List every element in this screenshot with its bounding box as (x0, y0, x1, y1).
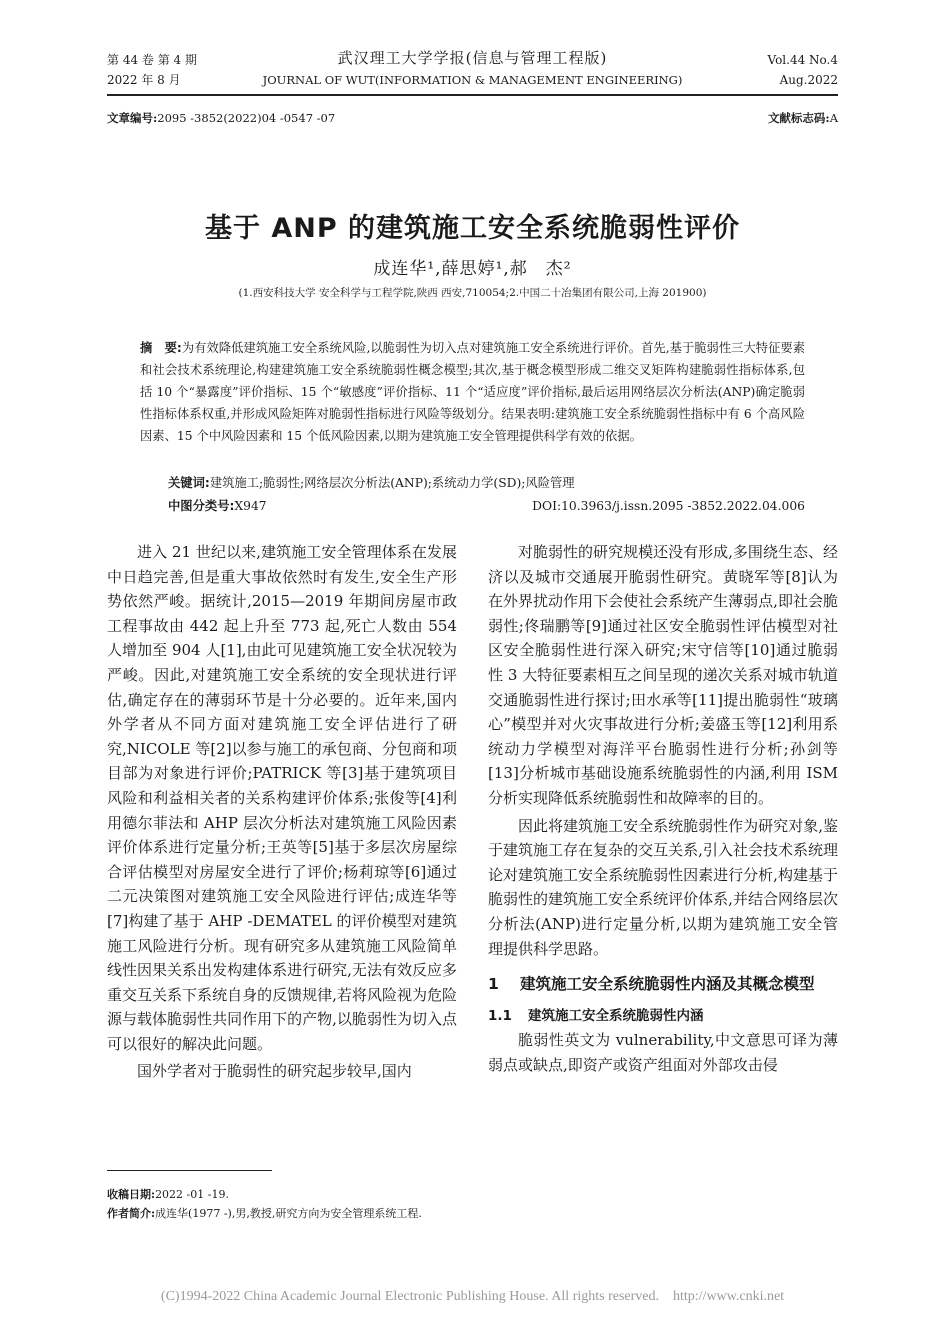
affiliations: (1.西安科技大学 安全科学与工程学院,陕西 西安,710054;2.中国二十冶集团有限公司,上海 201900) (238, 287, 707, 299)
paragraph: 国外学者对于脆弱性的研究起步较早,国内 (137, 1062, 412, 1081)
paper-title: 基于 ANP 的建筑施工安全系统脆弱性评价 (204, 213, 741, 244)
section-heading-1 (488, 971, 838, 998)
volume-issue-cn: 第 44 卷 第 4 期 (107, 53, 197, 67)
section-title: 建筑施工安全系统脆弱性内涵及其概念模型 (520, 975, 815, 994)
received-date (107, 1185, 229, 1205)
journal-title-cn: 武汉理工大学学报(信息与管理工程版) (337, 49, 608, 67)
author-list: 成连华¹,薛思婷¹,郝 杰² (373, 259, 572, 279)
date-cn: 2022 年 8 月 (107, 73, 181, 87)
author-bio-label: 作者简介: (107, 1207, 156, 1220)
paragraph: 因此将建筑施工安全系统脆弱性作为研究对象,鉴于建筑施工存在复杂的交互关系,引入社会技术系统理论对建筑施工安全系统脆弱性因素进行分析,构建基于脆弱性的建筑施工安全系统评价体系,并结合网络层次分析法(ANP)进行定量分析,以期为建筑施工安全管理提供科学思路。 (488, 816, 838, 958)
classification-label: 中图分类号: (168, 499, 235, 513)
classification-code: X947 (234, 499, 267, 513)
article-number-label: 文章编号: (107, 111, 158, 125)
author-bio-text: 成连华(1977 -),男,教授,研究方向为安全管理系统工程. (155, 1207, 422, 1220)
subsection-number: 1.1 (488, 1008, 512, 1025)
paragraph: 脆弱性英文为 vulnerability,中文意思可译为薄弱点或缺点,即资产或资产组面对外部攻击侵 (488, 1031, 838, 1074)
abstract-text: 为有效降低建筑施工安全系统风险,以脆弱性为切入点对建筑施工安全系统进行评价。首先,基于脆弱性三大特征要素和社会技术系统理论,构建建筑施工安全系统脆弱性概念模型;其次,基于概念模型形成二维交叉矩阵构建脆弱性指标体系,包括 10 个“暴露度”评价指标、15 个“敏感度”评价指标、11 个“适应度”评价指标,最后运用网络层次分析法(ANP)确定脆弱性指标体系权重,并形成风险矩阵对脆弱性指标进行风险等级划分。结果表明:建筑施工安全系统脆弱性指标中有 6 个高风险因素、15 个中风险因素和 15 个低风险因素,以期为建筑施工安全管理提供科学有效的依据。 (140, 341, 805, 443)
body-column-left (107, 540, 457, 1084)
keywords-label: 关键词: (168, 476, 210, 490)
received-label: 收稿日期: (107, 1188, 156, 1201)
copyright-notice: (C)1994-2022 China Academic Journal Electronic Publishing House. All rights reserved. http://www.cnki.net (160, 1289, 785, 1304)
footnote-rule (107, 1170, 272, 1171)
body-column-right (488, 540, 838, 1077)
doi: DOI:10.3963/j.issn.2095 -3852.2022.04.006 (532, 499, 805, 513)
received-value: 2022 -01 -19. (155, 1188, 229, 1201)
document-code-label: 文献标志码: (767, 111, 830, 125)
document-code-value: A (829, 111, 838, 125)
journal-title-en: JOURNAL OF WUT(INFORMATION & MANAGEMENT ENGINEERING) (262, 73, 683, 87)
paragraph: 对脆弱性的研究规模还没有形成,多围绕生态、经济以及城市交通展开脆弱性研究。黄晓军等[8]认为在外界扰动作用下会使社会系统产生薄弱点,即社会脆弱性;佟瑞鹏等[9]通过社区安全脆弱性评估模型对社区安全脆弱性进行深入研究;宋守信等[10]通过脆弱性 3 大特征要素相互之间呈现的递次关系对城市轨道交通脆弱性进行探讨;田水承等[11]提出脆弱性“玻璃心”模型并对火灾事故进行分析;姜盛玉等[12]利用系统动力学模型对海洋平台脆弱性进行分析;孙剑等[13]分析城市基础设施系统脆弱性的内涵,利用 ISM 分析实现降低系统脆弱性和故障率的目的。 (488, 543, 838, 807)
section-number: 1 (488, 975, 499, 994)
document-code (768, 110, 838, 126)
author-bio (107, 1204, 422, 1224)
article-number-value: 2095 -3852(2022)04 -0547 -07 (157, 111, 336, 125)
abstract (140, 337, 805, 447)
date-en: Aug.2022 (779, 73, 838, 87)
classification-line (168, 496, 805, 516)
keywords-text: 建筑施工;脆弱性;网络层次分析法(ANP);系统动力学(SD);风险管理 (209, 476, 575, 490)
keywords (168, 473, 805, 493)
section-heading-1-1 (488, 1004, 838, 1028)
header-rule (107, 94, 838, 96)
article-number (107, 110, 335, 126)
volume-issue-en: Vol.44 No.4 (767, 53, 838, 67)
paragraph: 进入 21 世纪以来,建筑施工安全管理体系在发展中日趋完善,但是重大事故依然时有发生,安全生产形势依然严峻。据统计,2015—2019 年期间房屋市政工程事故由 442 起上升至 773 起,死亡人数由 554 人增加至 904 人[1],由此可见建筑施工安全状况较为严峻。因此,对建筑施工安全系统的安全现状进行评估,确定存在的薄弱环节是十分必要的。近年来,国内外学者从不同方面对建筑施工安全评估进行了研究,NICOLE 等[2]以参与施工的承包商、分包商和项目部为对象进行评价;PATRICK 等[3]基于建筑项目风险和利益相关者的关系构建评价体系;张俊等[4]利用德尔菲法和 AHP 层次分析法对建筑施工风险因素评价体系进行定量分析;王英等[5]基于多层次房屋综合评估模型对房屋安全进行了评价;杨莉琼等[6]通过二元决策图对建筑施工安全风险进行评估;成连华等[7]构建了基于 AHP -DEMATEL 的评价模型对建筑施工风险进行分析。现有研究多从建筑施工风险简单线性因果关系出发构建体系进行研究,无法有效反应多重交互关系下系统自身的反馈规律,若将风险视为危险源与载体脆弱性共同作用下的产物,以脆弱性为切入点可以很好的解决此问题。 (107, 543, 457, 1053)
subsection-title: 建筑施工安全系统脆弱性内涵 (528, 1008, 704, 1025)
abstract-label: 摘 要: (140, 341, 182, 355)
